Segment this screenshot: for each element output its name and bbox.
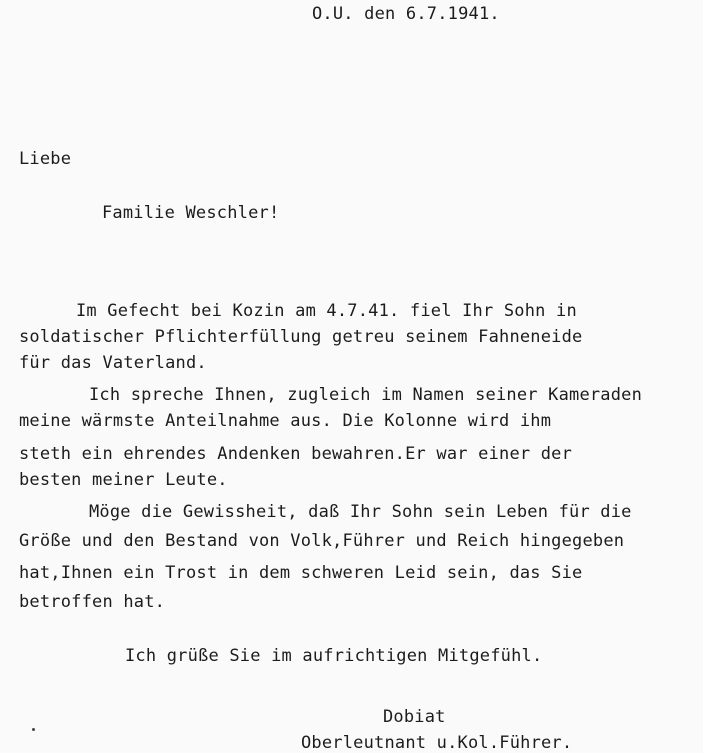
body-line: steth ein ehrendes Andenken bewahren.Er war einer der: [19, 444, 573, 464]
body-line: meine wärmste Anteilnahme aus. Die Kolonne wird ihm: [19, 411, 552, 431]
body-line: Im Gefecht bei Kozin am 4.7.41. fiel Ihr Sohn in: [76, 301, 577, 321]
body-line: betroffen hat.: [19, 592, 166, 612]
closing-line: Ich grüße Sie im aufrichtigen Mitgefühl.: [125, 646, 543, 666]
signature-name: Dobiat: [383, 707, 446, 727]
body-line: Ich spreche Ihnen, zugleich im Namen seiner Kameraden: [89, 385, 643, 405]
body-line: hat,Ihnen ein Trost in dem schweren Leid sein, das Sie: [19, 563, 583, 583]
body-line: soldatischer Pflichterfüllung getreu seinem Fahneneide: [19, 327, 583, 347]
body-line: Möge die Gewissheit, daß Ihr Sohn sein Leben für die: [89, 502, 632, 522]
body-line: Größe und den Bestand von Volk,Führer und Reich hingegeben: [19, 531, 625, 551]
salutation-line-2: Familie Weschler!: [102, 203, 280, 223]
date-line: O.U. den 6.7.1941.: [312, 4, 500, 24]
body-line: für das Vaterland.: [19, 353, 207, 373]
signature-title: Oberleutnant u.Kol.Führer.: [301, 733, 573, 753]
body-line: besten meiner Leute.: [19, 470, 228, 490]
salutation-line-1: Liebe: [19, 149, 72, 169]
ink-speck: [32, 728, 35, 731]
